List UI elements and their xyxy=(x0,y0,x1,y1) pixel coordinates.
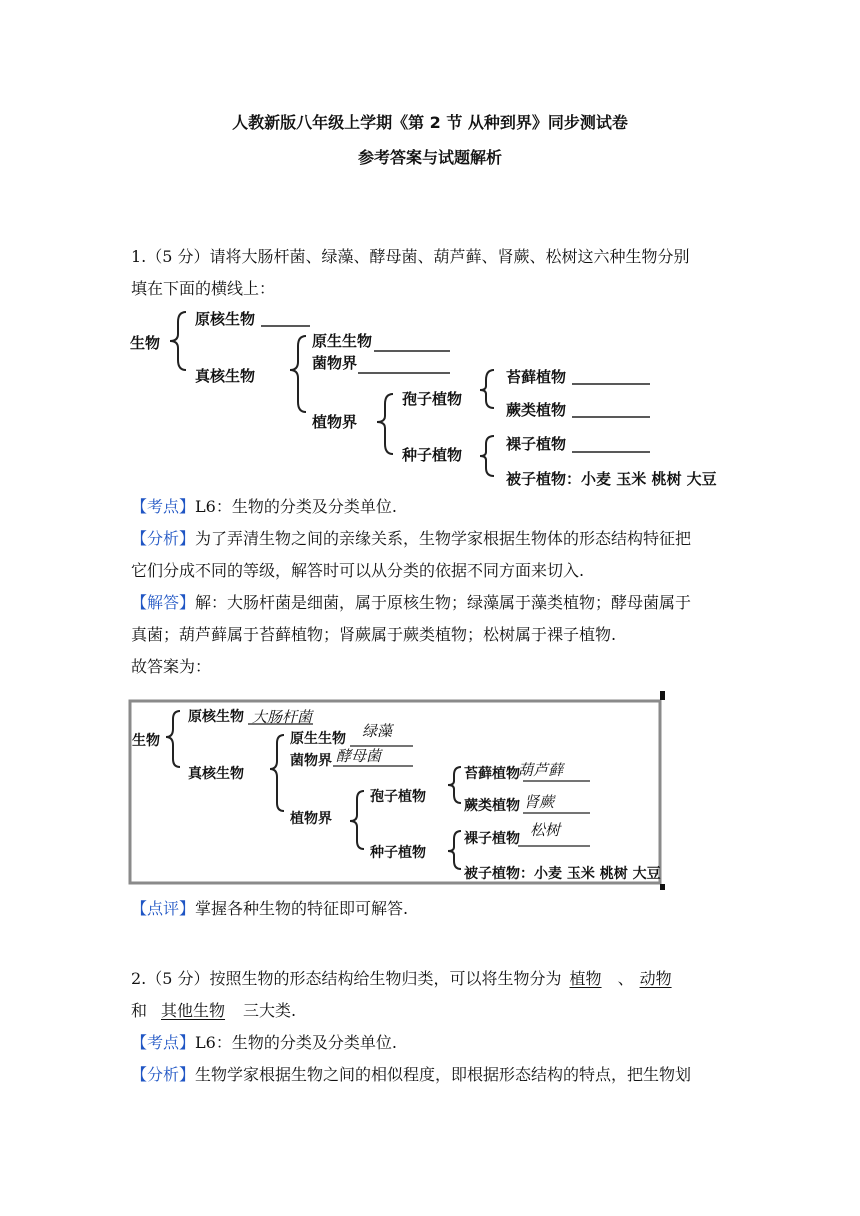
dianping-text: 掌握各种生物的特征即可解答. xyxy=(195,899,409,918)
ans-tree-fungi: 菌物界 xyxy=(290,753,332,769)
fenxi-tag: 【分析】 xyxy=(131,529,196,548)
tree-prokaryote: 原核生物 xyxy=(195,310,256,328)
tree-plantae: 植物界 xyxy=(312,413,358,431)
q2-answer-1: 植物 xyxy=(569,969,602,988)
q2-sep: 、 xyxy=(617,969,634,988)
q1-stem xyxy=(131,241,731,305)
answer-fern: 肾蕨 xyxy=(524,793,555,811)
dianping-tag: 【点评】 xyxy=(131,899,196,918)
q1-blank-diagram xyxy=(128,304,738,494)
fenxi-line2: 它们分成不同的等级，解答时可以从分类的依据不同方面来切入. xyxy=(131,561,585,580)
answer-fungi: 酵母菌 xyxy=(336,747,382,765)
answer-label: 故答案为： xyxy=(131,657,212,676)
q1-stem-line1: 1.（5 分）请将大肠杆菌、绿藻、酵母菌、葫芦藓、肾蕨、松树这六种生物分别 xyxy=(131,247,690,266)
jieda-line2: 真菌；葫芦藓属于苔藓植物；肾蕨属于蕨类植物；松树属于裸子植物. xyxy=(131,625,617,644)
q2-stem-prefix: 2.（5 分）按照生物的形态结构给生物归类，可以将生物分为 xyxy=(131,969,562,988)
tree-gymno: 裸子植物 xyxy=(506,435,567,453)
q2-fenxi-line1: 生物学家根据生物之间的相似程度，即根据形态结构的特点，把生物划 xyxy=(195,1065,692,1084)
ans-tree-moss: 苔藓植物 xyxy=(464,766,520,782)
tree-spore-plants: 孢子植物 xyxy=(402,390,463,408)
q2-fenxi xyxy=(131,1059,731,1091)
answer-protist: 绿藻 xyxy=(362,722,393,740)
q2-answer-2: 动物 xyxy=(639,969,672,988)
q2-kaodian-text: L6：生物的分类及分类单位. xyxy=(195,1033,397,1052)
q2-line2-prefix: 和 xyxy=(131,1001,148,1020)
tree-eukaryote: 真核生物 xyxy=(195,367,256,385)
answer-prokaryote: 大肠杆菌 xyxy=(252,708,313,726)
ans-tree-fern: 蕨类植物 xyxy=(464,798,520,814)
page-subtitle: 参考答案与试题解析 xyxy=(357,148,502,167)
ans-tree-gymno: 裸子植物 xyxy=(464,831,520,847)
q2-answer-3: 其他生物 xyxy=(161,1001,226,1020)
tree-angio: 被子植物：小麦 玉米 桃树 大豆 xyxy=(506,470,717,488)
fenxi-line1: 为了弄清生物之间的亲缘关系，生物学家根据生物体的形态结构特征把 xyxy=(195,529,692,548)
ans-tree-protist: 原生生物 xyxy=(290,731,346,747)
ans-tree-plantae: 植物界 xyxy=(290,811,332,827)
q1-kaodian xyxy=(131,491,731,523)
q1-answer-diagram xyxy=(128,691,668,891)
ans-tree-prokaryote: 原核生物 xyxy=(188,709,244,725)
ans-tree-root: 生物 xyxy=(132,733,160,749)
q1-dianping xyxy=(131,893,731,925)
answer-moss: 葫芦藓 xyxy=(518,761,564,779)
jieda-tag: 【解答】 xyxy=(131,593,196,612)
jieda-line1: 解：大肠杆菌是细菌，属于原核生物；绿藻属于藻类植物；酵母菌属于 xyxy=(195,593,692,612)
q2-line2-suffix: 三大类. xyxy=(243,1001,297,1020)
tree-fungi: 菌物界 xyxy=(312,354,358,372)
q2-fenxi-tag: 【分析】 xyxy=(131,1065,196,1084)
kaodian-tag: 【考点】 xyxy=(131,497,196,516)
q2-kaodian xyxy=(131,1027,731,1059)
tree-protist: 原生生物 xyxy=(312,332,373,350)
tree-fern: 蕨类植物 xyxy=(506,401,567,419)
tree-moss: 苔藓植物 xyxy=(506,368,567,386)
ans-tree-angio: 被子植物：小麦 玉米 桃树 大豆 xyxy=(464,866,661,882)
q1-jieda xyxy=(131,587,731,683)
page-title: 人教新版八年级上学期《第 2 节 从种到界》同步测试卷 xyxy=(232,113,628,132)
answer-gymno: 松树 xyxy=(530,821,561,839)
q2-stem xyxy=(131,963,731,1027)
tree-seed-plants: 种子植物 xyxy=(402,446,463,464)
ans-tree-spore-plants: 孢子植物 xyxy=(370,789,426,805)
q2-kaodian-tag: 【考点】 xyxy=(131,1033,196,1052)
tree-root: 生物 xyxy=(130,334,161,352)
ans-tree-seed-plants: 种子植物 xyxy=(370,845,426,861)
q1-stem-line2: 填在下面的横线上： xyxy=(131,279,276,298)
ans-tree-eukaryote: 真核生物 xyxy=(188,766,244,782)
q1-fenxi xyxy=(131,523,731,587)
kaodian-text: L6：生物的分类及分类单位. xyxy=(195,497,397,516)
